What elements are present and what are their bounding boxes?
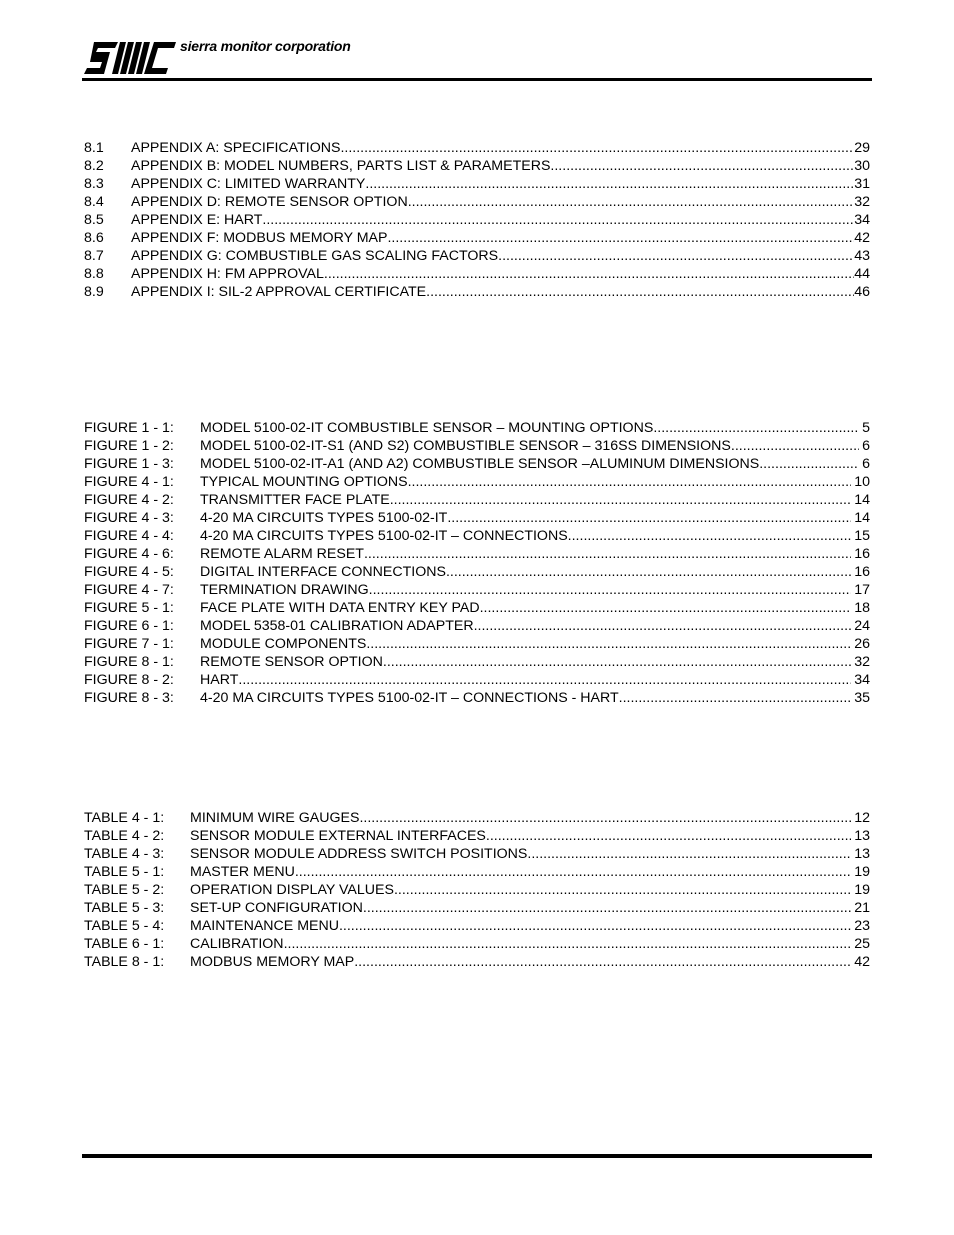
dot-leader: [365, 175, 854, 193]
toc-entry-title: APPENDIX C: LIMITED WARRANTY: [131, 176, 366, 192]
dot-leader: [354, 953, 851, 971]
toc-entry-title: APPENDIX H: FM APPROVAL: [131, 266, 324, 282]
toc-entry-title: MINIMUM WIRE GAUGES: [190, 810, 360, 826]
appendix-list: [84, 139, 870, 301]
toc-entry[interactable]: [84, 455, 870, 473]
toc-entry-page: 34: [854, 672, 870, 688]
toc-entry[interactable]: [84, 809, 870, 827]
toc-entry-number: TABLE 5 - 3:: [84, 900, 165, 916]
header-rule: [82, 78, 872, 81]
dot-leader: [340, 139, 854, 157]
toc-entry-title: MAINTENANCE MENU: [190, 918, 339, 934]
toc-entry-page: 42: [854, 954, 870, 970]
toc-entry-number: FIGURE 7 - 1:: [84, 636, 174, 652]
toc-entry-title: SENSOR MODULE ADDRESS SWITCH POSITIONS: [190, 846, 528, 862]
toc-entry-title: MODEL 5358-01 CALIBRATION ADAPTER: [200, 618, 474, 634]
toc-entry[interactable]: [84, 419, 870, 437]
dot-leader: [408, 473, 852, 491]
toc-entry[interactable]: [84, 473, 870, 491]
toc-entry[interactable]: [84, 599, 870, 617]
dot-leader: [653, 419, 859, 437]
toc-entry[interactable]: [84, 247, 870, 265]
toc-entry-page: 13: [854, 828, 870, 844]
toc-entry[interactable]: [84, 827, 870, 845]
toc-entry[interactable]: [84, 265, 870, 283]
toc-entry[interactable]: [84, 193, 870, 211]
toc-entry-number: 8.6: [84, 230, 104, 246]
dot-leader: [324, 265, 854, 283]
toc-entry-page: 35: [854, 690, 870, 706]
list-of-figures: [84, 419, 870, 707]
toc-entry-title: APPENDIX B: MODEL NUMBERS, PARTS LIST & PARAMETERS: [131, 158, 551, 174]
toc-entry-page: 6: [862, 456, 870, 472]
toc-entry-number: FIGURE 1 - 3:: [84, 456, 174, 472]
toc-entry-number: FIGURE 1 - 2:: [84, 438, 174, 454]
toc-entry[interactable]: [84, 563, 870, 581]
dot-leader: [474, 617, 852, 635]
toc-entry-page: 15: [854, 528, 870, 544]
toc-entry-page: 34: [854, 212, 870, 228]
dot-leader: [447, 509, 851, 527]
toc-entry-number: TABLE 4 - 3:: [84, 846, 165, 862]
toc-entry-number: FIGURE 4 - 1:: [84, 474, 174, 490]
toc-entry-page: 10: [854, 474, 870, 490]
toc-entry-page: 18: [854, 600, 870, 616]
toc-entry-title: TRANSMITTER FACE PLATE: [200, 492, 390, 508]
toc-entry[interactable]: [84, 863, 870, 881]
dot-leader: [759, 455, 859, 473]
dot-leader: [619, 689, 852, 707]
toc-entry-number: 8.3: [84, 176, 104, 192]
toc-entry-number: FIGURE 5 - 1:: [84, 600, 174, 616]
toc-entry-page: 42: [854, 230, 870, 246]
toc-entry-page: 31: [854, 176, 870, 192]
toc-entry-number: TABLE 4 - 1:: [84, 810, 165, 826]
list-of-tables: [84, 809, 870, 971]
dot-leader: [426, 283, 854, 301]
company-name: sierra monitor corporation: [180, 38, 351, 54]
dot-leader: [408, 193, 855, 211]
toc-entry-title: MASTER MENU: [190, 864, 295, 880]
toc-entry[interactable]: [84, 899, 870, 917]
toc-entry-page: 5: [862, 420, 870, 436]
toc-entry-page: 6: [862, 438, 870, 454]
toc-entry[interactable]: [84, 581, 870, 599]
toc-entry[interactable]: [84, 527, 870, 545]
toc-entry-number: FIGURE 4 - 3:: [84, 510, 174, 526]
toc-entry-title: FACE PLATE WITH DATA ENTRY KEY PAD: [200, 600, 480, 616]
toc-entry-title: MODULE COMPONENTS: [200, 636, 367, 652]
toc-entry-title: APPENDIX A: SPECIFICATIONS: [131, 140, 341, 156]
toc-entry[interactable]: [84, 229, 870, 247]
toc-entry[interactable]: [84, 491, 870, 509]
toc-entry-number: TABLE 8 - 1:: [84, 954, 165, 970]
toc-entry[interactable]: [84, 953, 870, 971]
dot-leader: [480, 599, 852, 617]
dot-leader: [363, 899, 851, 917]
toc-entry-page: 16: [854, 546, 870, 562]
toc-entry[interactable]: [84, 653, 870, 671]
toc-entry-title: MODEL 5100-02-IT-A1 (AND A2) COMBUSTIBLE SENSOR –ALUMINUM DIMENSIONS: [200, 456, 760, 472]
toc-entry-number: TABLE 6 - 1:: [84, 936, 165, 952]
toc-entry-page: 46: [854, 284, 870, 300]
toc-entry[interactable]: [84, 545, 870, 563]
toc-entry-page: 29: [854, 140, 870, 156]
toc-entry[interactable]: [84, 881, 870, 899]
toc-entry-title: OPERATION DISPLAY VALUES: [190, 882, 394, 898]
dot-leader: [284, 935, 852, 953]
footer-rule: [82, 1154, 872, 1158]
toc-entry-page: 14: [854, 510, 870, 526]
toc-entry-number: 8.8: [84, 266, 104, 282]
toc-entry[interactable]: [84, 437, 870, 455]
toc-entry-number: FIGURE 8 - 3:: [84, 690, 174, 706]
toc-entry-title: 4-20 MA CIRCUITS TYPES 5100-02-IT – CONNECTIONS - HART: [200, 690, 619, 706]
toc-entry-title: APPENDIX F: MODBUS MEMORY MAP: [131, 230, 388, 246]
toc-entry-page: 16: [854, 564, 870, 580]
toc-entry-number: 8.5: [84, 212, 104, 228]
dot-leader: [369, 581, 852, 599]
toc-entry-title: SET-UP CONFIGURATION: [190, 900, 363, 916]
toc-entry-page: 19: [854, 882, 870, 898]
toc-entry-title: APPENDIX I: SIL-2 APPROVAL CERTIFICATE: [131, 284, 427, 300]
page-header: [84, 36, 872, 82]
toc-entry-page: 26: [854, 636, 870, 652]
toc-entry-number: FIGURE 4 - 7:: [84, 582, 174, 598]
dot-leader: [387, 229, 854, 247]
toc-entry-number: FIGURE 6 - 1:: [84, 618, 174, 634]
toc-entry-page: 44: [854, 266, 870, 282]
toc-entry-title: 4-20 MA CIRCUITS TYPES 5100-02-IT: [200, 510, 448, 526]
toc-entry-title: TERMINATION DRAWING: [200, 582, 369, 598]
toc-entry-page: 19: [854, 864, 870, 880]
dot-leader: [550, 157, 854, 175]
toc-entry-number: FIGURE 4 - 2:: [84, 492, 174, 508]
toc-entry-title: REMOTE ALARM RESET: [200, 546, 364, 562]
toc-entry-page: 21: [854, 900, 870, 916]
toc-entry[interactable]: [84, 935, 870, 953]
toc-entry-title: MODEL 5100-02-IT-S1 (AND S2) COMBUSTIBLE SENSOR – 316SS DIMENSIONS: [200, 438, 731, 454]
smc-logo-icon: [84, 40, 176, 76]
toc-entry-title: APPENDIX D: REMOTE SENSOR OPTION: [131, 194, 408, 210]
dot-leader: [568, 527, 852, 545]
toc-entry-title: APPENDIX E: HART: [131, 212, 263, 228]
toc-entry[interactable]: [84, 139, 870, 157]
toc-entry-page: 12: [854, 810, 870, 826]
toc-entry-number: 8.9: [84, 284, 104, 300]
dot-leader: [527, 845, 851, 863]
toc-entry-page: 17: [854, 582, 870, 598]
toc-entry[interactable]: [84, 211, 870, 229]
toc-entry-number: 8.7: [84, 248, 104, 264]
dot-leader: [359, 809, 851, 827]
toc-entry-page: 43: [854, 248, 870, 264]
toc-entry-title: CALIBRATION: [190, 936, 284, 952]
toc-entry-page: 32: [854, 654, 870, 670]
dot-leader: [366, 635, 851, 653]
toc-entry-number: TABLE 4 - 2:: [84, 828, 165, 844]
toc-entry-page: 14: [854, 492, 870, 508]
toc-entry-title: 4-20 MA CIRCUITS TYPES 5100-02-IT – CONNECTIONS: [200, 528, 568, 544]
toc-entry[interactable]: [84, 157, 870, 175]
toc-entry-number: FIGURE 4 - 5:: [84, 564, 174, 580]
toc-entry-title: APPENDIX G: COMBUSTIBLE GAS SCALING FACTORS: [131, 248, 499, 264]
dot-leader: [339, 917, 851, 935]
toc-entry-title: MODEL 5100-02-IT COMBUSTIBLE SENSOR – MOUNTING OPTIONS: [200, 420, 654, 436]
toc-entry-number: 8.2: [84, 158, 104, 174]
dot-leader: [731, 437, 859, 455]
toc-entry-number: FIGURE 4 - 4:: [84, 528, 174, 544]
toc-entry-number: FIGURE 8 - 1:: [84, 654, 174, 670]
toc-entry-title: DIGITAL INTERFACE CONNECTIONS: [200, 564, 446, 580]
toc-entry-page: 24: [854, 618, 870, 634]
dot-leader: [238, 671, 851, 689]
dot-leader: [486, 827, 851, 845]
toc-entry-title: REMOTE SENSOR OPTION: [200, 654, 383, 670]
toc-entry-title: MODBUS MEMORY MAP: [190, 954, 355, 970]
toc-entry-title: TYPICAL MOUNTING OPTIONS: [200, 474, 408, 490]
toc-entry-title: HART: [200, 672, 239, 688]
toc-entry[interactable]: [84, 283, 870, 301]
toc-entry-page: 13: [854, 846, 870, 862]
dot-leader: [498, 247, 854, 265]
dot-leader: [364, 545, 851, 563]
toc-entry-page: 30: [854, 158, 870, 174]
toc-entry-number: TABLE 5 - 4:: [84, 918, 165, 934]
toc-entry[interactable]: [84, 689, 870, 707]
toc-entry[interactable]: [84, 617, 870, 635]
toc-entry-number: FIGURE 1 - 1:: [84, 420, 174, 436]
dot-leader: [394, 881, 851, 899]
dot-leader: [390, 491, 852, 509]
toc-entry-number: FIGURE 8 - 2:: [84, 672, 174, 688]
dot-leader: [446, 563, 851, 581]
toc-entry[interactable]: [84, 917, 870, 935]
toc-entry-number: 8.4: [84, 194, 104, 210]
toc-entry[interactable]: [84, 845, 870, 863]
toc-entry-page: 32: [854, 194, 870, 210]
dot-leader: [383, 653, 851, 671]
toc-entry-number: 8.1: [84, 140, 104, 156]
toc-entry[interactable]: [84, 509, 870, 527]
dot-leader: [262, 211, 854, 229]
dot-leader: [295, 863, 851, 881]
toc-entry-page: 25: [854, 936, 870, 952]
toc-entry-page: 23: [854, 918, 870, 934]
toc-entry-title: SENSOR MODULE EXTERNAL INTERFACES: [190, 828, 486, 844]
toc-entry[interactable]: [84, 175, 870, 193]
toc-entry-number: TABLE 5 - 1:: [84, 864, 165, 880]
toc-entry-number: FIGURE 4 - 6:: [84, 546, 174, 562]
toc-entry[interactable]: [84, 671, 870, 689]
toc-entry[interactable]: [84, 635, 870, 653]
toc-entry-number: TABLE 5 - 2:: [84, 882, 165, 898]
